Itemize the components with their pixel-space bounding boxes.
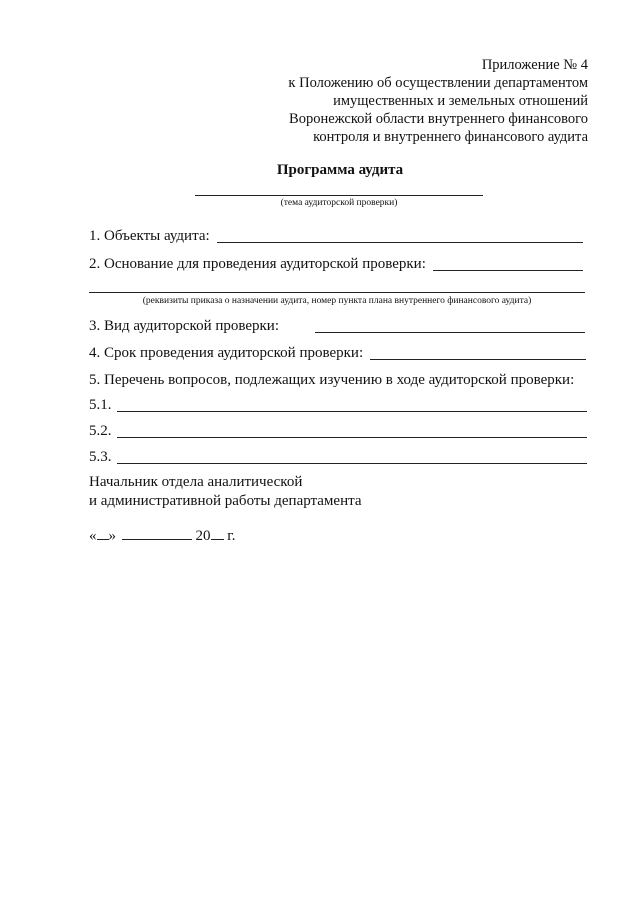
signer-line-2: и административной работы департамента: [89, 493, 362, 509]
appendix-line-4: Воронежской области внутреннего финансового: [289, 111, 588, 127]
year-prefix: 20: [195, 528, 211, 544]
requisites-caption: (реквизиты приказа о назначении аудита, номер пункта плана внутреннего финансового аудита): [142, 296, 532, 306]
appendix-line-1: Приложение № 4: [481, 57, 588, 73]
signer-line-1: Начальник отдела аналитической: [89, 474, 303, 490]
item-type-fill-line: [315, 332, 585, 333]
date-close-quote: »: [108, 528, 116, 544]
signer-block: [89, 473, 362, 511]
month-fill-line: [122, 525, 192, 540]
question-2-label: 5.2.: [89, 423, 112, 439]
question-3-label: 5.3.: [89, 449, 112, 465]
item-objects: [89, 226, 210, 246]
topic-caption: (тема аудиторской проверки): [280, 198, 398, 208]
appendix-header: [248, 56, 588, 146]
appendix-line-5: контроля и внутреннего финансового аудита: [313, 129, 588, 145]
question-1: [89, 395, 112, 415]
item-basis: [89, 254, 426, 274]
appendix-line-3: имущественных и земельных отношений: [333, 93, 588, 109]
requisites-fill-line: [89, 292, 585, 293]
item-period-fill-line: [370, 359, 586, 360]
item-questions-label: 5. Перечень вопросов, подлежащих изучению в ходе аудиторской проверки:: [89, 372, 575, 388]
question-1-label: 5.1.: [89, 397, 112, 413]
question-1-fill-line: [117, 411, 587, 412]
question-3: [89, 447, 112, 467]
item-period: [89, 343, 363, 363]
year-fill-line: [211, 525, 224, 540]
item-period-label: 4. Срок проведения аудиторской проверки:: [89, 345, 364, 361]
item-basis-fill-line: [433, 270, 583, 271]
date-line: [89, 525, 235, 546]
question-2: [89, 421, 112, 441]
date-open-quote: «: [89, 528, 97, 544]
question-2-fill-line: [117, 437, 587, 438]
topic-fill-line: [195, 195, 483, 196]
item-objects-label: 1. Объекты аудита:: [89, 228, 210, 244]
year-suffix: г.: [227, 528, 236, 544]
item-type-label: 3. Вид аудиторской проверки:: [89, 318, 280, 334]
day-fill-line: [97, 525, 109, 540]
question-3-fill-line: [117, 463, 587, 464]
item-questions: [89, 370, 574, 390]
appendix-line-2: к Положению об осуществлении департаментом: [288, 75, 588, 91]
item-basis-label: 2. Основание для проведения аудиторской проверки:: [89, 256, 426, 272]
item-type: [89, 316, 279, 336]
document-title: Программа аудита: [276, 162, 404, 178]
item-objects-fill-line: [217, 242, 583, 243]
